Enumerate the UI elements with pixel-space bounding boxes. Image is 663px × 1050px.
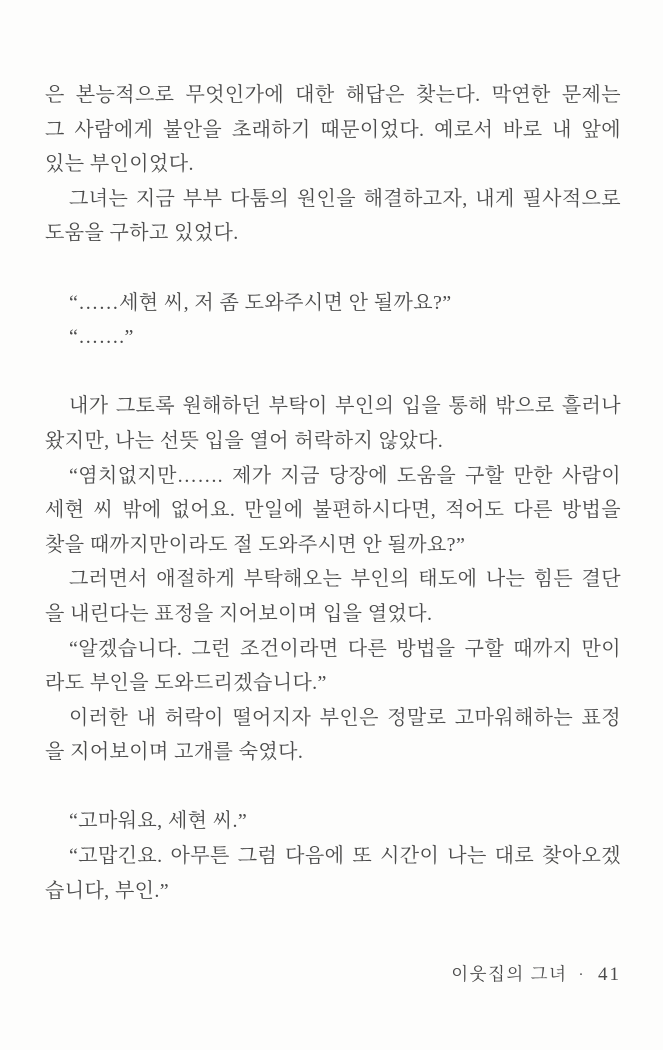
text-line: 을 내린다는 표정을 지어보이며 입을 열었다.: [45, 602, 433, 625]
paragraph-gap: [45, 770, 621, 805]
page-number: 41: [598, 964, 621, 985]
text-line: “염치없지만……. 제가 지금 당장에 도움을 구할 만한 사람이: [69, 464, 621, 487]
text-line: 찾을 때까지만이라도 절 도와주시면 안 될까요?”: [45, 533, 466, 556]
text-line: 있는 부인이었다.: [45, 153, 194, 176]
text-line: “…….”: [69, 326, 134, 349]
running-title: 이웃집의 그녀: [451, 964, 568, 984]
text-line: “……세현 씨, 저 좀 도와주시면 안 될까요?”: [69, 291, 452, 314]
text-line: 습니다, 부인.”: [45, 879, 170, 902]
text-line: 그녀는 지금 부부 다툼의 원인을 해결하고자, 내게 필사적으로: [69, 187, 621, 210]
text-line: 그 사람에게 불안을 초래하기 때문이었다. 예로서 바로 내 앞에: [45, 118, 621, 141]
text-line: “고마워요, 세현 씨.”: [69, 810, 248, 833]
text-line: 세현 씨 밖에 없어요. 만일에 불편하시다면, 적어도 다른 방법을: [45, 499, 621, 522]
text-line: 내가 그토록 원해하던 부탁이 부인의 입을 통해 밖으로 흘러나: [69, 395, 621, 418]
paragraph-gap: [45, 355, 621, 390]
paragraph-gap: [45, 251, 621, 286]
text-line: 이러한 내 허락이 떨어지자 부인은 정말로 고마워해하는 표정: [69, 706, 621, 729]
text-line: 그러면서 애절하게 부탁해오는 부인의 태도에 나는 힘든 결단: [69, 568, 621, 591]
text-line: 라도 부인을 도와드리겠습니다.”: [45, 672, 327, 695]
text-line: “고맙긴요. 아무튼 그럼 다음에 또 시간이 나는 대로 찾아오겠: [69, 845, 621, 868]
text-line: “알겠습니다. 그런 조건이라면 다른 방법을 구할 때까지 만이: [69, 637, 621, 660]
footer-separator-dot: ·: [578, 967, 585, 983]
text-line: 왔지만, 나는 선뜻 입을 열어 허락하지 않았다.: [45, 429, 444, 452]
body-text: [45, 78, 621, 908]
text-line: 을 지어보이며 고개를 숙였다.: [45, 741, 304, 764]
page-footer: [451, 961, 621, 986]
text-line: 은 본능적으로 무엇인가에 대한 해답은 찾는다. 막연한 문제는: [45, 84, 621, 106]
text-line: 도움을 구하고 있었다.: [45, 222, 239, 245]
